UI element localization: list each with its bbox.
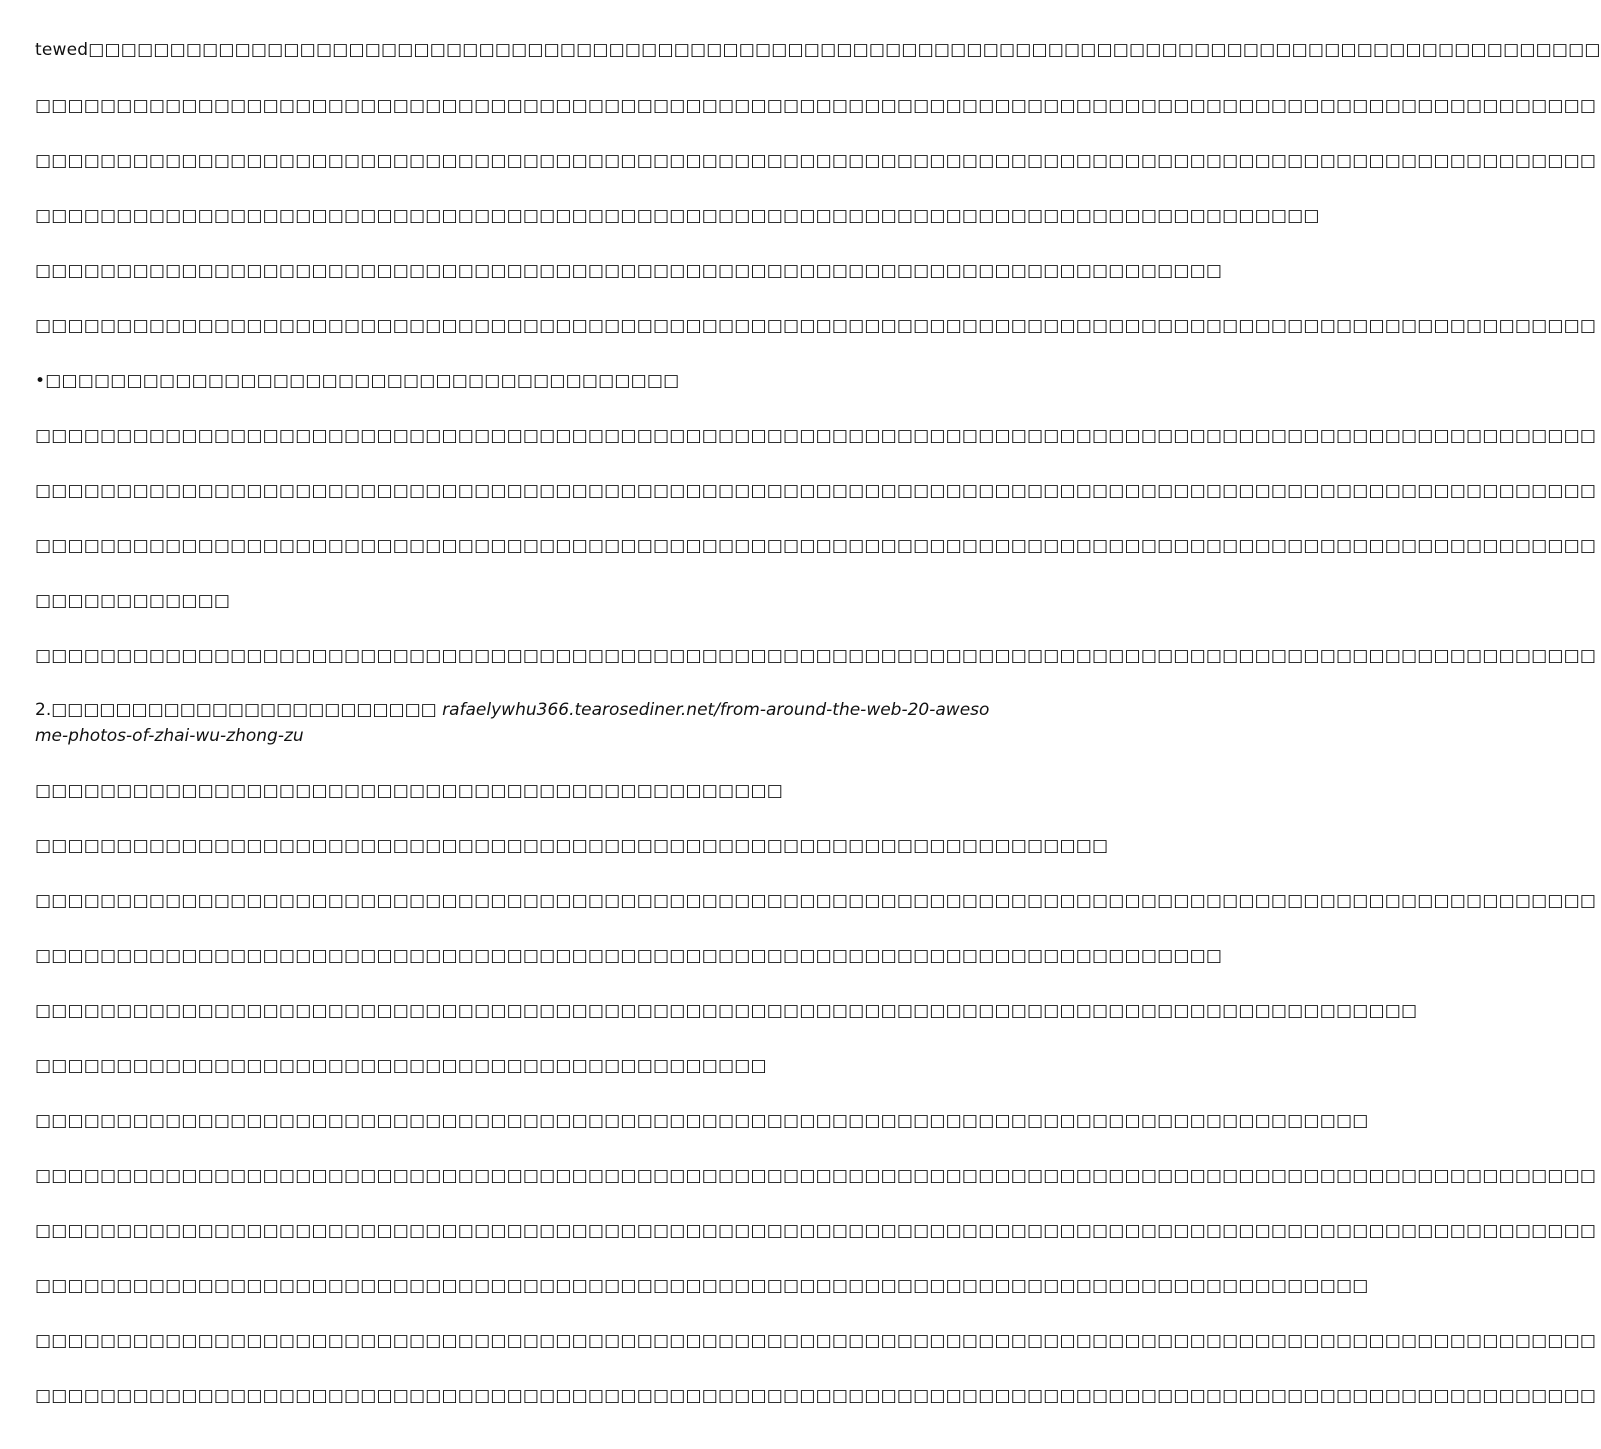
- paragraph-17: □□□□□□□□□□□□□□□□□□□□□□□□□□□□□□□□□□□□□□□□□□□□□: [35, 1056, 767, 1076]
- paragraph-3: □□□□□□□□□□□□□□□□□□□□□□□□□□□□□□□□□□□□□□□□□□□□□□□□□□□□□□□□□□□□□□□□□□□□□□□□□□□□□□□□□□□□□□□□□□□□□□□□: [35, 151, 1597, 171]
- link-paragraph: [35, 697, 992, 749]
- paragraph-1: tewed□□□□□□□□□□□□□□□□□□□□□□□□□□□□□□□□□□□□□□□□□□□□□□□□□□□□□□□□□□□□□□□□□□□□□□□□□□□□□□□□□□□□□□□□□□□□□: [35, 40, 1601, 60]
- paragraph-22: □□□□□□□□□□□□□□□□□□□□□□□□□□□□□□□□□□□□□□□□□□□□□□□□□□□□□□□□□□□□□□□□□□□□□□□□□□□□□□□□□□□□□□□□□□□□□□□□: [35, 1331, 1597, 1351]
- article-link[interactable]: rafaelywhu366.tearosediner.net/from-around-the-web-20-awesome-photos-of-zhai-wu-zhong-zu: [35, 700, 990, 746]
- bullet-item: •□□□□□□□□□□□□□□□□□□□□□□□□□□□□□□□□□□□□□□□: [35, 371, 680, 391]
- paragraph-10: □□□□□□□□□□□□: [35, 591, 231, 611]
- paragraph-4: □□□□□□□□□□□□□□□□□□□□□□□□□□□□□□□□□□□□□□□□□□□□□□□□□□□□□□□□□□□□□□□□□□□□□□□□□□□□□□□: [35, 206, 1320, 226]
- paragraph-14: □□□□□□□□□□□□□□□□□□□□□□□□□□□□□□□□□□□□□□□□□□□□□□□□□□□□□□□□□□□□□□□□□□□□□□□□□□□□□□□□□□□□□□□□□□□□□□□□: [35, 891, 1597, 911]
- paragraph-9: □□□□□□□□□□□□□□□□□□□□□□□□□□□□□□□□□□□□□□□□□□□□□□□□□□□□□□□□□□□□□□□□□□□□□□□□□□□□□□□□□□□□□□□□□□□□□□□□: [35, 536, 1597, 556]
- paragraph-8: □□□□□□□□□□□□□□□□□□□□□□□□□□□□□□□□□□□□□□□□□□□□□□□□□□□□□□□□□□□□□□□□□□□□□□□□□□□□□□□□□□□□□□□□□□□□□□□□: [35, 481, 1597, 501]
- paragraph-18: □□□□□□□□□□□□□□□□□□□□□□□□□□□□□□□□□□□□□□□□□□□□□□□□□□□□□□□□□□□□□□□□□□□□□□□□□□□□□□□□□□: [35, 1111, 1369, 1131]
- paragraph-19: □□□□□□□□□□□□□□□□□□□□□□□□□□□□□□□□□□□□□□□□□□□□□□□□□□□□□□□□□□□□□□□□□□□□□□□□□□□□□□□□□□□□□□□□□□□□□□□□: [35, 1166, 1597, 1186]
- paragraph-21: □□□□□□□□□□□□□□□□□□□□□□□□□□□□□□□□□□□□□□□□□□□□□□□□□□□□□□□□□□□□□□□□□□□□□□□□□□□□□□□□□□: [35, 1276, 1369, 1296]
- paragraph-16: □□□□□□□□□□□□□□□□□□□□□□□□□□□□□□□□□□□□□□□□□□□□□□□□□□□□□□□□□□□□□□□□□□□□□□□□□□□□□□□□□□□□□: [35, 1001, 1418, 1021]
- paragraph-15: □□□□□□□□□□□□□□□□□□□□□□□□□□□□□□□□□□□□□□□□□□□□□□□□□□□□□□□□□□□□□□□□□□□□□□□□□: [35, 946, 1223, 966]
- paragraph-2: □□□□□□□□□□□□□□□□□□□□□□□□□□□□□□□□□□□□□□□□□□□□□□□□□□□□□□□□□□□□□□□□□□□□□□□□□□□□□□□□□□□□□□□□□□□□□□□□: [35, 96, 1597, 116]
- paragraph-20: □□□□□□□□□□□□□□□□□□□□□□□□□□□□□□□□□□□□□□□□□□□□□□□□□□□□□□□□□□□□□□□□□□□□□□□□□□□□□□□□□□□□□□□□□□□□□□□□: [35, 1221, 1597, 1241]
- paragraph-5: □□□□□□□□□□□□□□□□□□□□□□□□□□□□□□□□□□□□□□□□□□□□□□□□□□□□□□□□□□□□□□□□□□□□□□□□□: [35, 261, 1223, 281]
- paragraph-12: □□□□□□□□□□□□□□□□□□□□□□□□□□□□□□□□□□□□□□□□□□□□□□: [35, 781, 784, 801]
- paragraph-23: □□□□□□□□□□□□□□□□□□□□□□□□□□□□□□□□□□□□□□□□□□□□□□□□□□□□□□□□□□□□□□□□□□□□□□□□□□□□□□□□□□□□□□□□□□□□□□□□: [35, 1386, 1597, 1406]
- paragraph-11: □□□□□□□□□□□□□□□□□□□□□□□□□□□□□□□□□□□□□□□□□□□□□□□□□□□□□□□□□□□□□□□□□□□□□□□□□□□□□□□□□□□□□□□□□□□□□□□□: [35, 646, 1597, 666]
- paragraph-7: □□□□□□□□□□□□□□□□□□□□□□□□□□□□□□□□□□□□□□□□□□□□□□□□□□□□□□□□□□□□□□□□□□□□□□□□□□□□□□□□□□□□□□□□□□□□□□□□: [35, 426, 1597, 446]
- document-page: [35, 0, 1601, 1449]
- paragraph-6: □□□□□□□□□□□□□□□□□□□□□□□□□□□□□□□□□□□□□□□□□□□□□□□□□□□□□□□□□□□□□□□□□□□□□□□□□□□□□□□□□□□□□□□□□□□□□□□□: [35, 316, 1597, 336]
- paragraph-13: □□□□□□□□□□□□□□□□□□□□□□□□□□□□□□□□□□□□□□□□□□□□□□□□□□□□□□□□□□□□□□□□□□: [35, 836, 1109, 856]
- link-prefix: 2.□□□□□□□□□□□□□□□□□□□□□□□□: [35, 700, 443, 720]
